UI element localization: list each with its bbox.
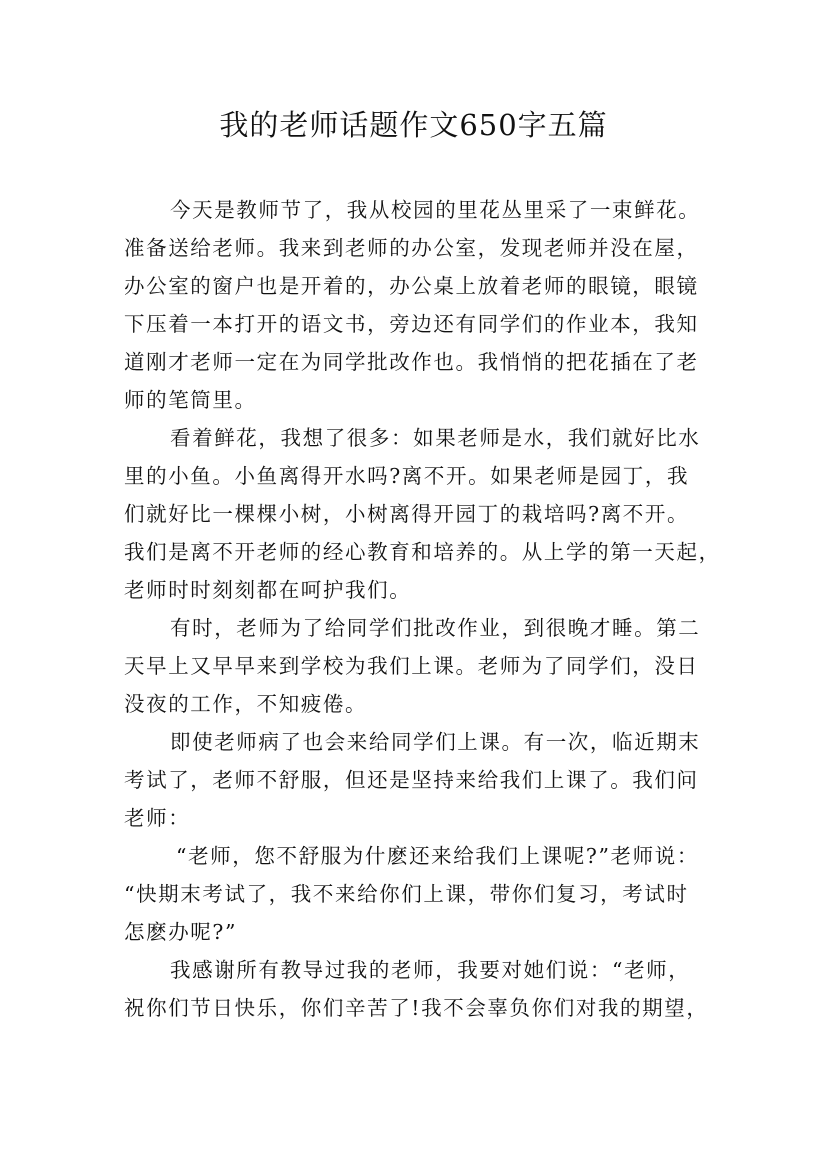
text-line: 办公室的窗户也是开着的，办公桌上放着老师的眼镜，眼镜 — [124, 274, 699, 298]
text-line: “快期末考试了，我不来给你们上课，带你们复习，考试时 — [124, 882, 689, 906]
text-line: “老师，您不舒服为什麽还来给我们上课呢?”老师说： — [176, 844, 699, 868]
document-title: 我的老师话题作文650字五篇 — [219, 108, 608, 142]
text-line: 有时，老师为了给同学们批改作业，到很晚才睡。第二 — [170, 616, 701, 640]
text-line: 祝你们节日快乐，你们辛苦了!我不会辜负你们对我的期望， — [124, 996, 709, 1020]
text-line: 即使老师病了也会来给同学们上课。有一次，临近期末 — [170, 730, 701, 754]
text-line: 道刚才老师一定在为同学批改作也。我悄悄的把花插在了老 — [124, 350, 699, 374]
text-line: 们就好比一棵棵小树，小树离得开园丁的栽培吗?离不开。 — [124, 502, 690, 526]
text-line: 老师时时刻刻都在呵护我们。 — [124, 578, 412, 602]
text-line: 里的小鱼。小鱼离得开水吗?离不开。如果老师是园丁，我 — [124, 464, 690, 488]
text-line: 没夜的工作，不知疲倦。 — [124, 692, 368, 716]
text-line: 怎麽办呢?” — [124, 920, 238, 944]
text-line: 老师： — [124, 806, 191, 830]
text-line: 准备送给老师。我来到老师的办公室，发现老师并没在屋， — [124, 236, 699, 260]
text-line: 下压着一本打开的语文书，旁边还有同学们的作业本，我知 — [124, 312, 699, 336]
text-line: 我感谢所有教导过我的老师，我要对她们说：“老师， — [170, 958, 691, 982]
text-line: 天早上又早早来到学校为我们上课。老师为了同学们，没日 — [124, 654, 699, 678]
text-line: 考试了，老师不舒服，但还是坚持来给我们上课了。我们问 — [124, 768, 699, 792]
text-line: 今天是教师节了，我从校园的里花丛里采了一束鲜花。 — [170, 198, 701, 222]
text-line: 看着鲜花，我想了很多：如果老师是水，我们就好比水 — [170, 426, 701, 450]
text-line: 我们是离不开老师的经心教育和培养的。从上学的第一天起， — [124, 540, 721, 564]
text-line: 师的笔筒里。 — [124, 388, 257, 412]
